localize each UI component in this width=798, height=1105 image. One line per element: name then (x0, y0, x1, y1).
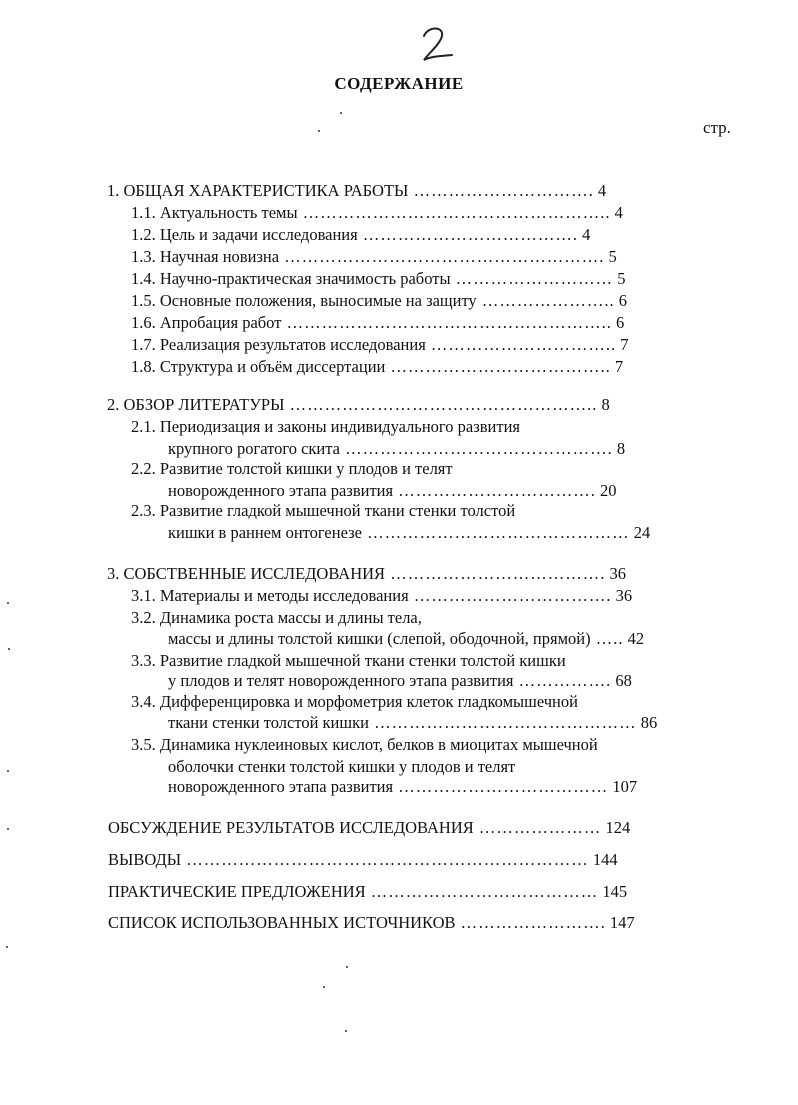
toc-entry-text: 2. ОБЗОР ЛИТЕРАТУРЫ (107, 395, 285, 414)
toc-entry-2 (107, 394, 610, 415)
toc-dots: ……………………………… (393, 777, 609, 796)
scan-speck (318, 130, 320, 132)
toc-entry-1-3 (131, 246, 617, 267)
scan-speck (323, 986, 325, 988)
toc-page: 5 (617, 269, 626, 288)
toc-page: 107 (612, 777, 638, 796)
toc-entry-text: 1.2. Цель и задачи исследования (131, 225, 358, 244)
toc-entry-text: новорожденного этапа развития (168, 777, 394, 796)
toc-page: 144 (592, 850, 618, 869)
handwritten-two-icon (418, 22, 458, 72)
scan-speck (8, 648, 10, 650)
toc-dots: ……………………………. (408, 586, 612, 605)
scan-speck (7, 770, 9, 772)
toc-entry-text: кишки в раннем онтогенезе (168, 523, 362, 542)
toc-entry-1 (107, 180, 606, 201)
toc-dots: ………………………………. (385, 564, 606, 583)
handwritten-page-number (418, 22, 458, 72)
toc-dots: …………………………………………….. (297, 203, 611, 222)
toc-entry-1-8 (131, 356, 623, 377)
toc-dots: ….. (590, 629, 624, 648)
toc-page: 4 (614, 203, 623, 222)
toc-entry-text: массы и длины толстой кишки (слепой, ободочной, прямой) (168, 629, 591, 648)
toc-dots: ………………………….. (425, 335, 617, 354)
toc-page: 8 (616, 439, 626, 458)
toc-dots: …………………………………………….. (284, 395, 598, 414)
toc-entry-3-2-line1: 3.2. Динамика роста массы и длины тела, (131, 608, 422, 627)
toc-entry-2-2 (168, 480, 616, 501)
toc-dots: ………………………………. (357, 225, 578, 244)
toc-entry-text: ОБСУЖДЕНИЕ РЕЗУЛЬТАТОВ ИССЛЕДОВАНИЯ (108, 818, 474, 837)
toc-dots: ……………………………….. (385, 357, 611, 376)
toc-entry-2-2-line1: 2.2. Развитие толстой кишки у плодов и телят (131, 459, 453, 478)
scan-speck (7, 828, 9, 830)
toc-entry-3 (107, 563, 626, 584)
toc-entry-text: 1.7. Реализация результатов исследования (131, 335, 426, 354)
toc-entry-1-2 (131, 224, 590, 245)
toc-entry-1-1 (131, 202, 623, 223)
toc-page: 7 (620, 335, 629, 354)
toc-dots: ………………….. (476, 291, 615, 310)
toc-entry-1-6 (131, 312, 624, 333)
toc-entry-3-5 (168, 776, 637, 797)
toc-dots: ……………………………. (393, 481, 596, 500)
toc-dots: ………………………………………. (340, 439, 613, 458)
toc-entry-text: СПИСОК ИСПОЛЬЗОВАННЫХ ИСТОЧНИКОВ (108, 913, 456, 932)
toc-page: 36 (615, 586, 633, 605)
toc-entry-text: 1.5. Основные положения, выносимые на защиту (131, 291, 477, 310)
scan-speck (346, 966, 348, 968)
toc-dots: ……………………………………………….. (281, 313, 612, 332)
toc-entry-practical (108, 881, 627, 902)
toc-dots: ………………………………………………. (279, 247, 605, 266)
toc-entry-conclusions (108, 849, 618, 870)
toc-entry-2-1 (168, 438, 625, 459)
page-column-label: стр. (703, 118, 731, 137)
toc-page: 5 (608, 247, 617, 266)
toc-page: 147 (609, 913, 635, 932)
toc-entry-3-1 (131, 585, 632, 606)
toc-entry-1-4 (131, 268, 626, 289)
toc-entry-text: 3. СОБСТВЕННЫЕ ИССЛЕДОВАНИЯ (107, 564, 386, 583)
toc-entry-3-5-line2: оболочки стенки толстой кишки у плодов и телят (168, 757, 516, 776)
toc-entry-text: 1.4. Научно-практическая значимость работы (131, 269, 451, 288)
toc-entry-1-5 (131, 290, 627, 311)
toc-dots: ……………………… (450, 269, 614, 288)
toc-dots: …………………………. (408, 181, 594, 200)
toc-entry-discussion (108, 817, 630, 838)
toc-entry-text: 1.6. Апробация работ (131, 313, 282, 332)
toc-dots: ……………. (513, 671, 612, 690)
toc-entry-text: 1.8. Структура и объём диссертации (131, 357, 386, 376)
toc-entry-text: 3.1. Материалы и методы исследования (131, 586, 409, 605)
toc-entry-1-7 (131, 334, 629, 355)
toc-page: 6 (618, 291, 627, 310)
scan-speck (340, 112, 342, 114)
toc-dots: ……………………. (455, 913, 606, 932)
toc-entry-3-4 (168, 712, 657, 733)
toc-page: 24 (633, 523, 651, 542)
toc-entry-text: ткани стенки толстой кишки (168, 713, 369, 732)
toc-entry-2-3-line1: 2.3. Развитие гладкой мышечной ткани стенки толстой (131, 501, 516, 520)
toc-page: 86 (640, 713, 658, 732)
toc-page: 36 (609, 564, 626, 583)
toc-page: 7 (614, 357, 624, 376)
toc-page: 68 (615, 671, 632, 690)
toc-page: 4 (582, 225, 591, 244)
toc-page: 145 (602, 882, 628, 901)
toc-dots: ……………………………………… (361, 523, 630, 542)
toc-page: 42 (627, 629, 645, 648)
toc-entry-3-4-line1: 3.4. Дифференцировка и морфометрия клеток гладкомышечной (131, 692, 578, 711)
toc-entry-text: ПРАКТИЧЕСКИЕ ПРЕДЛОЖЕНИЯ (108, 882, 366, 901)
toc-entry-text: крупного рогатого скита (168, 439, 340, 458)
toc-dots: ………………………………… (365, 882, 599, 901)
toc-entry-3-5-line1: 3.5. Динамика нуклеиновых кислот, белков в миоцитах мышечной (131, 735, 598, 754)
toc-entry-2-1-line1: 2.1. Периодизация и законы индивидуального развития (131, 417, 520, 436)
toc-entry-3-2 (168, 628, 644, 649)
scan-speck (6, 946, 8, 948)
toc-page: 20 (599, 481, 617, 500)
toc-entry-text: новорожденного этапа развития (168, 481, 394, 500)
toc-entry-references (108, 912, 635, 933)
toc-page: 4 (597, 181, 607, 200)
toc-dots: ……………………………………… (368, 713, 637, 732)
toc-entry-3-3 (168, 670, 632, 691)
toc-entry-text: ВЫВОДЫ (108, 850, 182, 869)
toc-entry-text: 1.3. Научная новизна (131, 247, 280, 266)
toc-dots: …………………………………………………………… (181, 850, 589, 869)
toc-page: 8 (601, 395, 610, 414)
toc-page: 6 (615, 313, 625, 332)
toc-page: 124 (605, 818, 631, 837)
toc-entry-3-3-line1: 3.3. Развитие гладкой мышечной ткани стенки толстой кишки (131, 651, 566, 670)
page-title: СОДЕРЖАНИЕ (334, 74, 464, 93)
scan-speck (7, 602, 9, 604)
toc-entry-text: у плодов и телят новорожденного этапа развития (168, 671, 514, 690)
toc-entry-text: 1.1. Актуальность темы (131, 203, 298, 222)
toc-entry-2-3 (168, 522, 650, 543)
toc-dots: ………………… (473, 818, 602, 837)
scan-speck (345, 1030, 347, 1032)
toc-entry-text: 1. ОБЩАЯ ХАРАКТЕРИСТИКА РАБОТЫ (107, 181, 409, 200)
